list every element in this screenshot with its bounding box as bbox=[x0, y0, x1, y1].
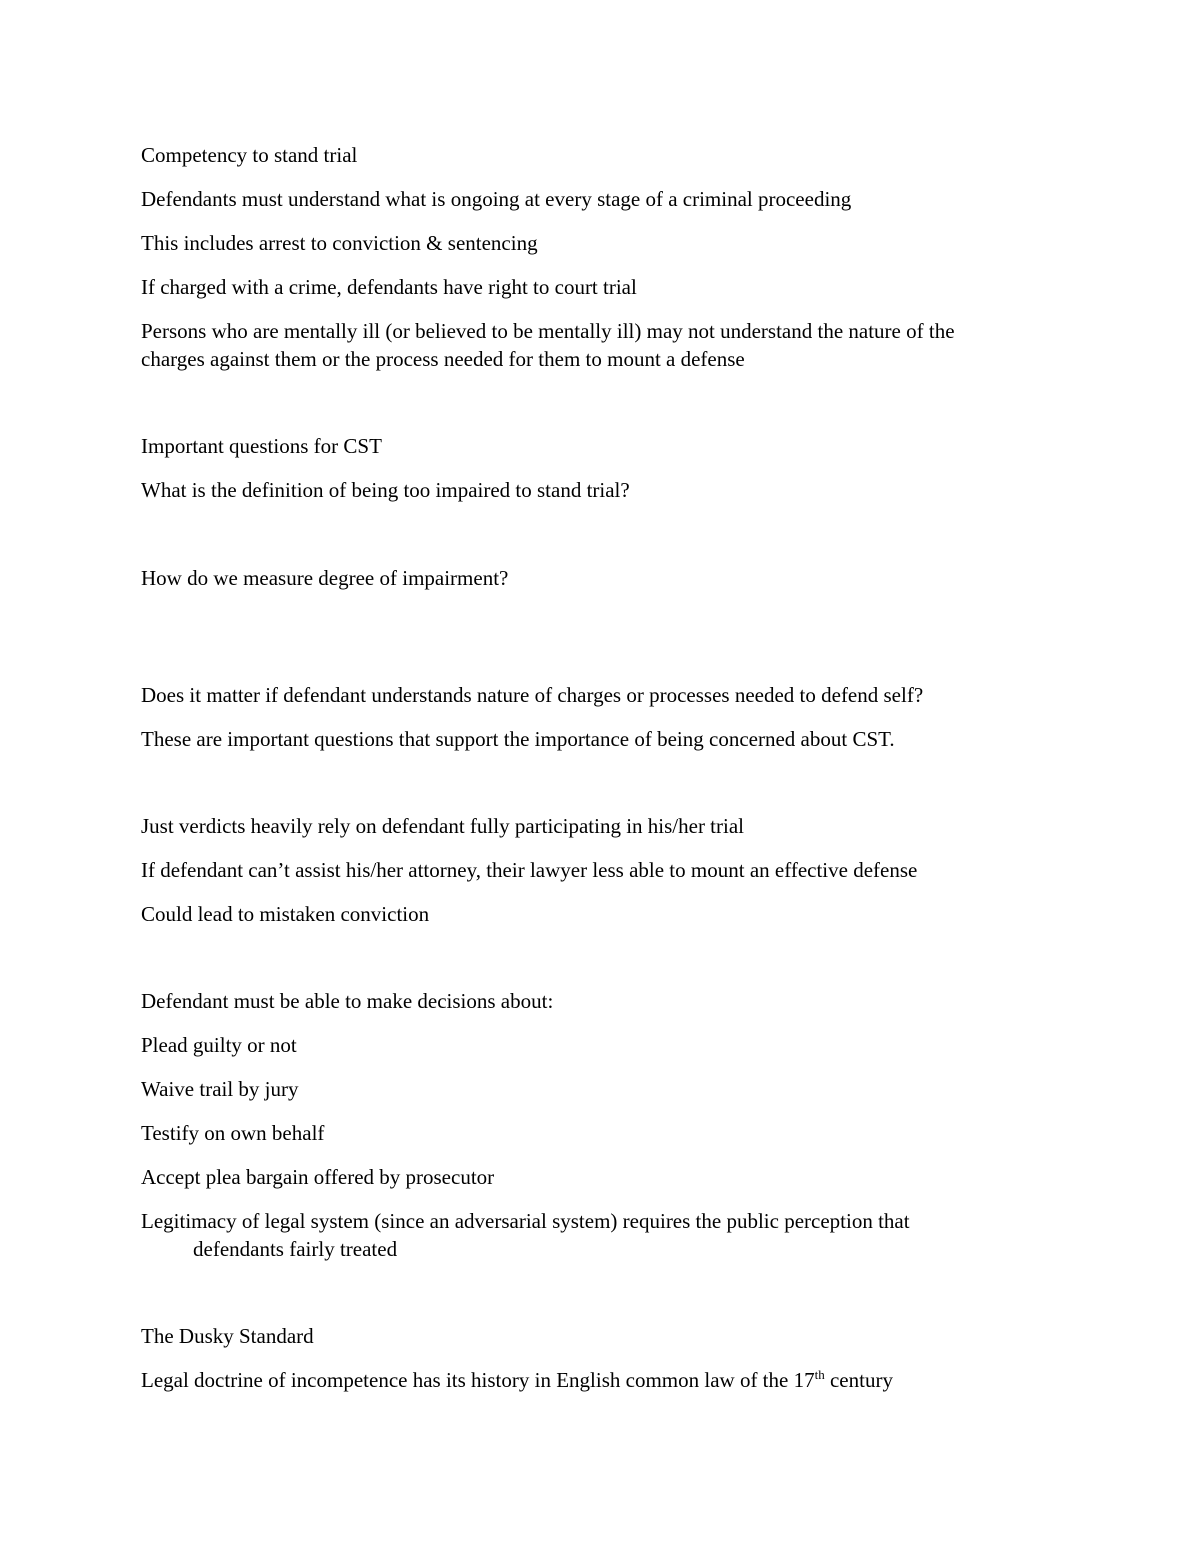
text-line: If charged with a crime, defendants have right to court trial bbox=[141, 275, 637, 299]
text-line: Defendant must be able to make decisions about: bbox=[141, 989, 554, 1013]
text-line: How do we measure degree of impairment? bbox=[141, 566, 509, 590]
text-line: Persons who are mentally ill (or believed to be mentally ill) may not understand the nature of the bbox=[141, 319, 955, 343]
text-line: Accept plea bargain offered by prosecutor bbox=[141, 1165, 495, 1189]
heading-important-questions: Important questions for CST bbox=[141, 434, 382, 458]
last-line-text: Legal doctrine of incompetence has its history in English common law of the 17 bbox=[141, 1368, 815, 1392]
text-line: Defendants must understand what is ongoing at every stage of a criminal proceeding bbox=[141, 187, 852, 211]
text-line-continuation: defendants fairly treated bbox=[193, 1237, 398, 1261]
text-line: Does it matter if defendant understands nature of charges or processes needed to defend self? bbox=[141, 683, 924, 707]
text-line: Waive trail by jury bbox=[141, 1077, 299, 1101]
text-line: Could lead to mistaken conviction bbox=[141, 902, 430, 926]
text-line: These are important questions that support the importance of being concerned about CST. bbox=[141, 727, 895, 751]
text-line: Plead guilty or not bbox=[141, 1033, 297, 1057]
text-line: Just verdicts heavily rely on defendant fully participating in his/her trial bbox=[141, 814, 745, 838]
last-line-suffix: century bbox=[824, 1368, 893, 1392]
last-line-superscript: th bbox=[814, 1367, 825, 1382]
text-line: If defendant can’t assist his/her attorney, their lawyer less able to mount an effective defense bbox=[141, 858, 918, 882]
text-line: Testify on own behalf bbox=[141, 1121, 325, 1145]
heading-competency: Competency to stand trial bbox=[141, 143, 358, 167]
text-line: What is the definition of being too impaired to stand trial? bbox=[141, 478, 630, 502]
text-line: This includes arrest to conviction & sentencing bbox=[141, 231, 538, 255]
text-line: charges against them or the process needed for them to mount a defense bbox=[141, 347, 745, 371]
text-line-last bbox=[141, 1366, 893, 1394]
heading-dusky-standard: The Dusky Standard bbox=[141, 1324, 314, 1348]
text-line: Legitimacy of legal system (since an adversarial system) requires the public perception that bbox=[141, 1209, 910, 1233]
